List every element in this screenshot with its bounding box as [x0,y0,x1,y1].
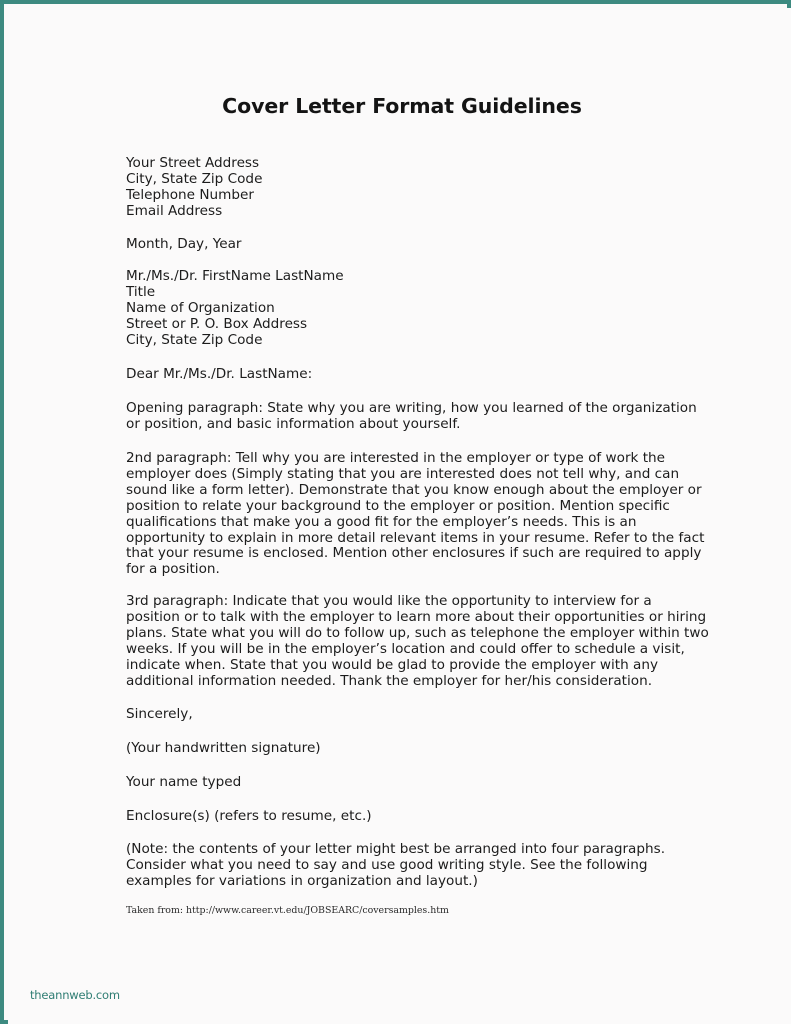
paragraph-line: weeks. If you will be in the employer’s location and could offer to schedule a visit, [126,640,685,657]
typed-name-line [126,775,680,791]
paragraph-line: plans. State what you will do to follow up, such as telephone the employer within two [126,624,709,641]
sender-address-block [126,156,680,220]
document-content-area [122,8,709,948]
paragraph-line: 2nd paragraph: Tell why you are interested in the employer or type of work the [126,450,666,466]
paragraph-third [126,593,709,689]
note-paragraph [126,842,686,890]
enclosure-text: Enclosure(s) (refers to resume, etc.) [126,808,372,824]
closing-text: Sincerely, [126,706,193,722]
typed-name-text: Your name typed [126,774,242,790]
date-line [126,237,680,253]
footer-strip [8,948,791,1024]
date-text: Month, Day, Year [126,236,242,252]
paragraph-line: that your resume is enclosed. Mention other enclosures if such are required to apply [126,545,702,562]
note-line: Consider what you need to say and use good writing style. See the following [126,856,648,873]
source-attribution: Taken from: http://www.career.vt.edu/JOBSEARC/coversamples.htm [126,905,449,916]
sender-address-line: Your Street Address [126,155,260,171]
recipient-address-line: Street or P. O. Box Address [126,315,308,332]
note-line: (Note: the contents of your letter might best be arranged into four paragraphs. [126,841,666,857]
recipient-address-line: Mr./Ms./Dr. FirstName LastName [126,268,344,284]
paragraph-line: qualifications that make you a good fit for the employer’s needs. This is an [126,513,637,530]
recipient-address-line: Title [126,283,156,300]
paragraph-opening [126,400,697,433]
paragraph-line: opportunity to explain in more detail relevant items in your resume. Refer to the fact [126,529,705,546]
paragraph-line: sound like a form letter). Demonstrate that you know enough about the employer or [126,481,702,498]
page-title: Cover Letter Format Guidelines [222,94,582,118]
paragraph-line: indicate when. State that you would be glad to provide the employer with any [126,656,659,673]
closing-line [126,707,680,723]
document-sheet [8,8,791,948]
paragraph-line: position or to talk with the employer to learn more about their opportunities or hiring [126,608,707,625]
paragraph-line: for a position. [126,561,220,578]
site-watermark: theannweb.com [30,988,120,1002]
paragraph-second [126,450,705,578]
paragraph-line: Opening paragraph: State why you are writing, how you learned of the organization [126,400,697,416]
salutation-text: Dear Mr./Ms./Dr. LastName: [126,366,313,382]
paragraph-line: or position, and basic information about yourself. [126,415,461,432]
recipient-address-line: City, State Zip Code [126,331,263,348]
paragraph-line: employer does (Simply stating that you are interested does not tell why, and can [126,465,680,482]
paragraph-line: position to relate your background to the employer or position. Mention specific [126,497,670,514]
sender-address-line: City, State Zip Code [126,170,263,187]
signature-placeholder [126,741,680,757]
recipient-address-line: Name of Organization [126,299,275,316]
sender-address-line: Telephone Number [126,186,254,203]
paragraph-line: 3rd paragraph: Indicate that you would like the opportunity to interview for a [126,593,652,609]
sender-address-line: Email Address [126,202,223,219]
recipient-address-block [126,269,680,349]
paragraph-line: additional information needed. Thank the employer for her/his consideration. [126,672,653,689]
note-line: examples for variations in organization and layout.) [126,872,478,889]
enclosure-line [126,809,680,825]
signature-text: (Your handwritten signature) [126,740,321,756]
salutation-line [126,367,680,383]
